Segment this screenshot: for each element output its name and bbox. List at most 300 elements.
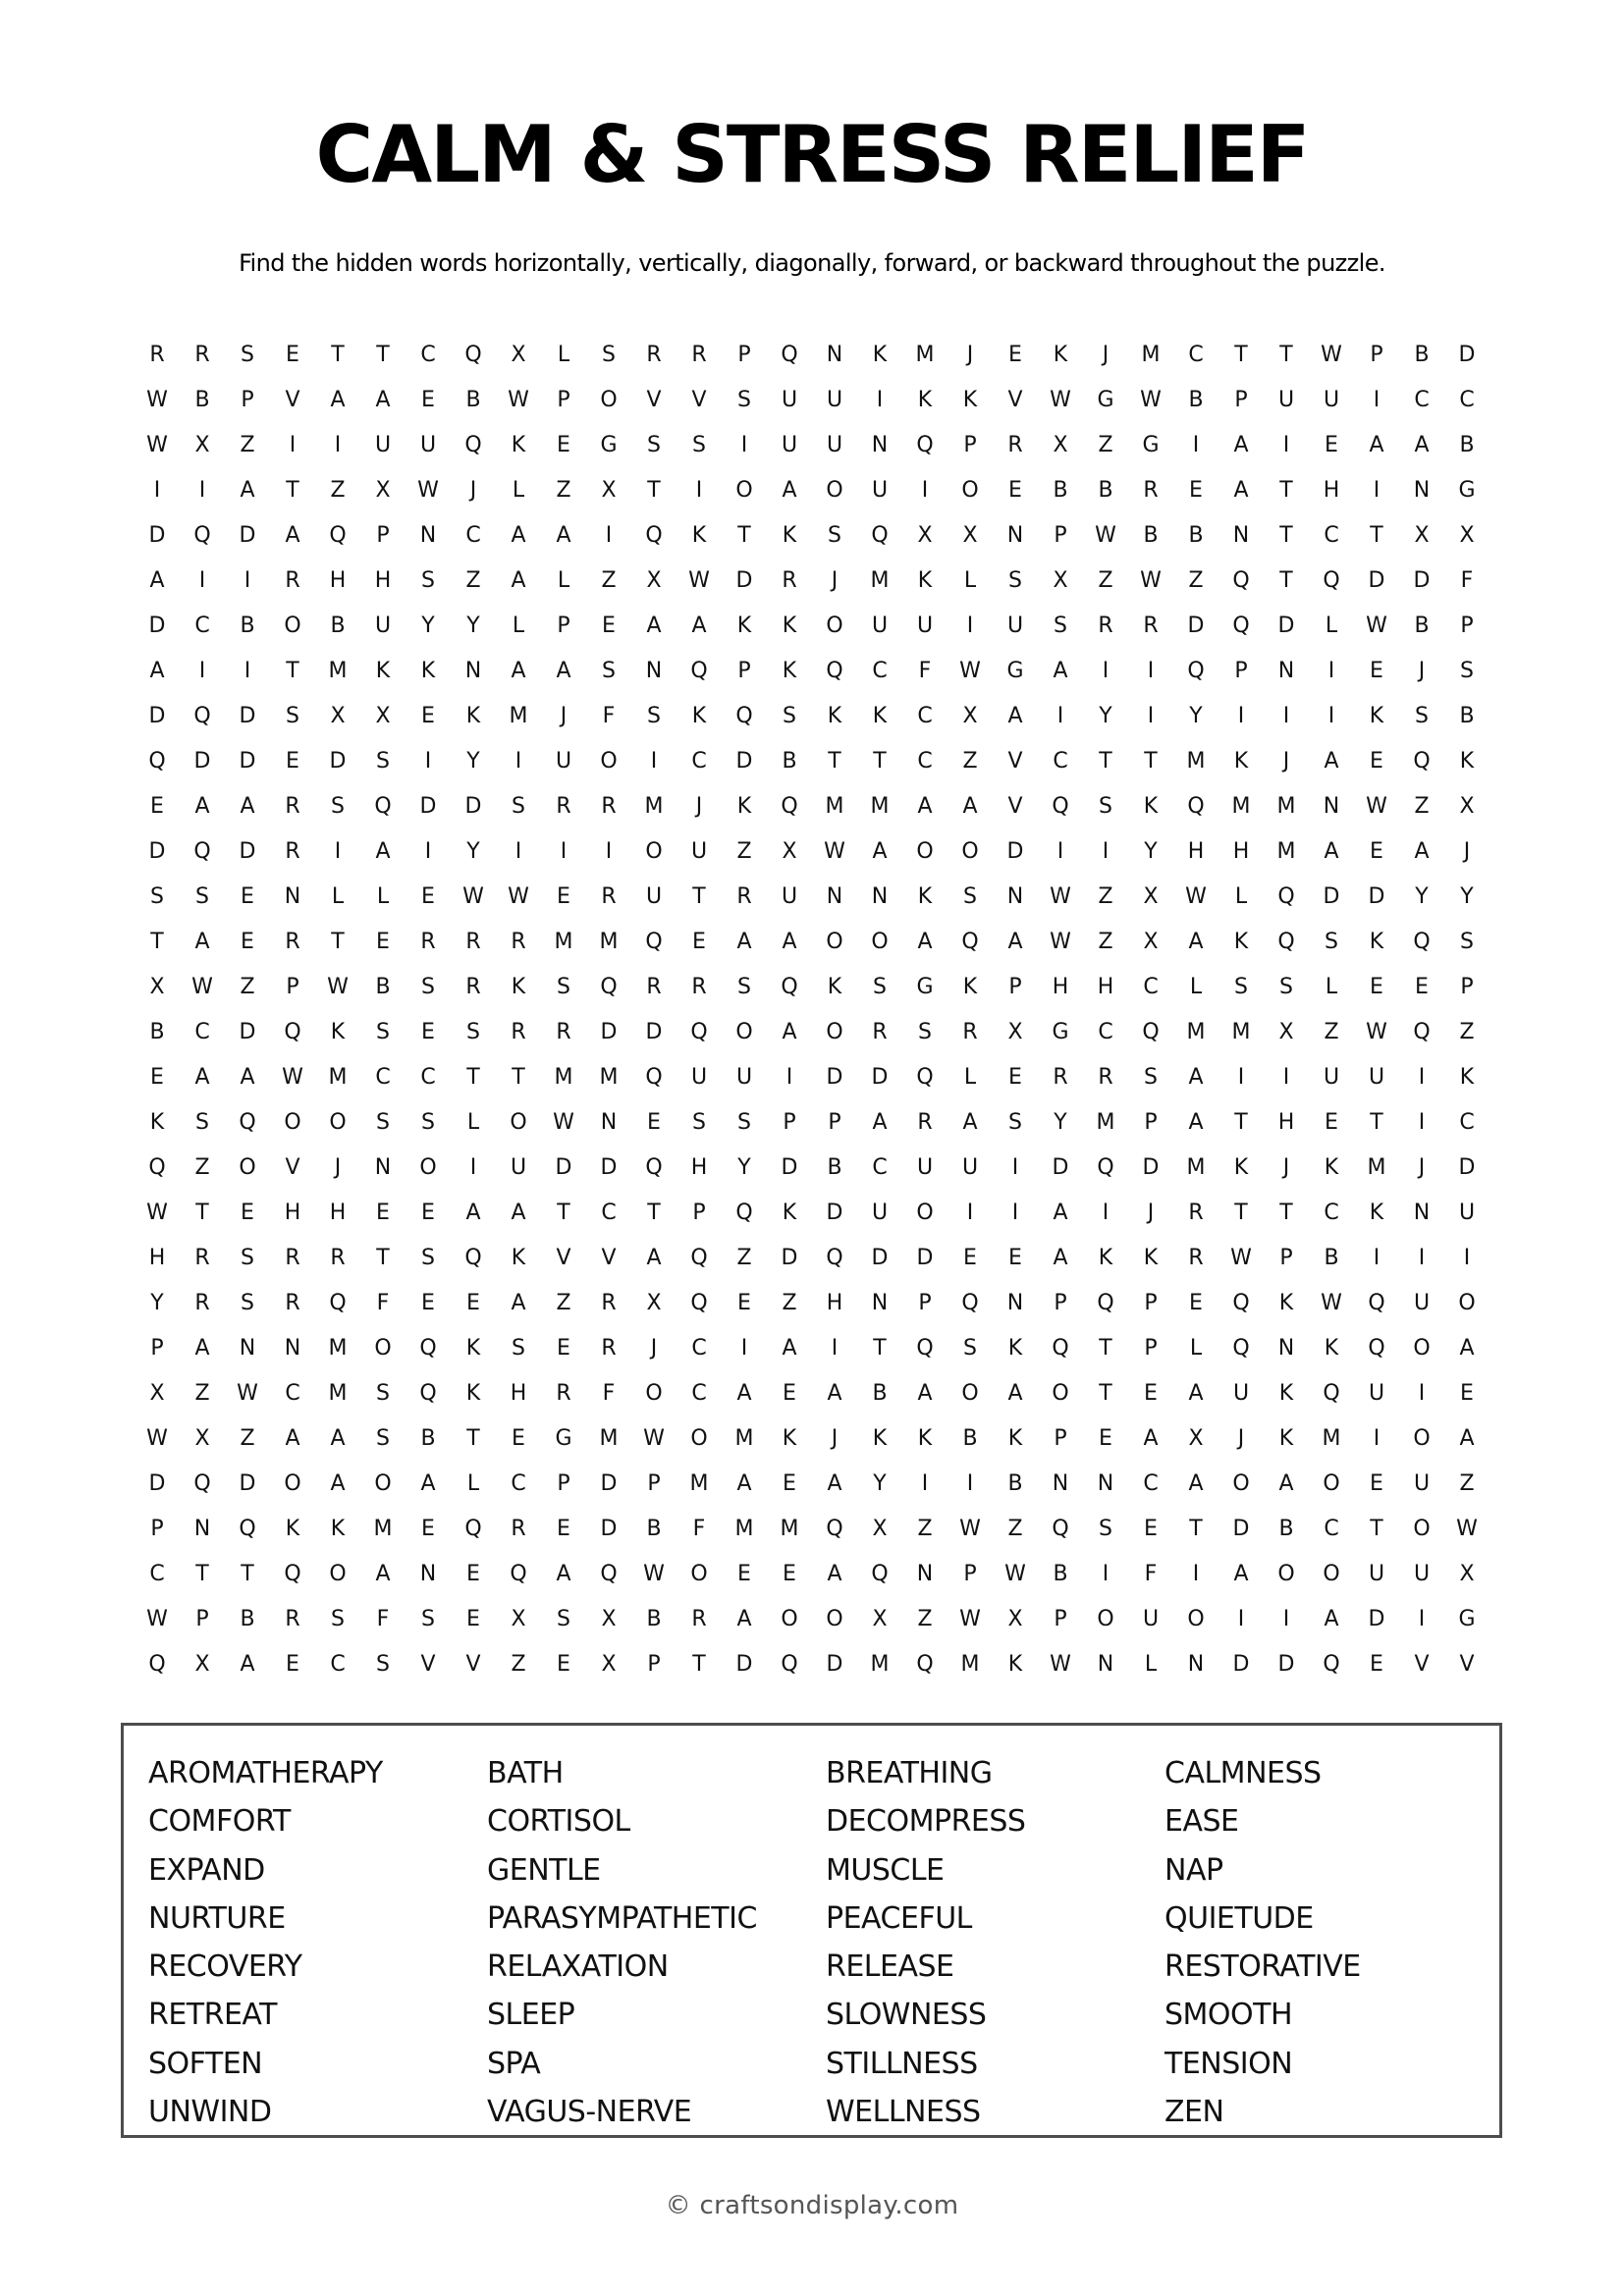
grid-letter[interactable]: M [328, 658, 348, 683]
grid-letter[interactable]: O [510, 1109, 527, 1135]
grid-letter[interactable]: E [286, 748, 299, 774]
grid-letter[interactable]: T [692, 883, 706, 909]
grid-letter[interactable]: H [374, 567, 392, 593]
grid-letter[interactable]: P [1370, 342, 1383, 367]
grid-letter[interactable]: K [1007, 1425, 1023, 1451]
grid-letter[interactable]: A [285, 522, 300, 548]
grid-letter[interactable]: E [557, 1335, 570, 1361]
grid-letter[interactable]: R [1098, 1064, 1113, 1090]
grid-letter[interactable]: E [286, 1651, 299, 1677]
grid-letter[interactable]: C [149, 1561, 165, 1586]
grid-letter[interactable]: M [734, 1425, 754, 1451]
grid-letter[interactable]: M [1186, 748, 1206, 774]
grid-letter[interactable]: D [1142, 1154, 1160, 1180]
grid-letter[interactable]: L [963, 1064, 977, 1090]
grid-letter[interactable]: J [1418, 658, 1426, 683]
grid-letter[interactable]: Q [1232, 567, 1250, 593]
grid-letter[interactable]: Y [1189, 703, 1203, 728]
grid-letter[interactable]: I [605, 838, 613, 864]
grid-letter[interactable]: O [916, 1200, 934, 1225]
grid-letter[interactable]: D [1368, 567, 1385, 593]
grid-letter[interactable]: W [146, 387, 168, 412]
grid-letter[interactable]: Q [690, 1019, 708, 1044]
grid-letter[interactable]: Q [871, 1561, 889, 1586]
grid-letter[interactable]: O [1458, 1290, 1476, 1315]
grid-letter[interactable]: Q [735, 1200, 753, 1225]
grid-letter[interactable]: M [689, 1470, 709, 1496]
grid-letter[interactable]: Q [374, 793, 392, 819]
grid-letter[interactable]: E [421, 1516, 435, 1541]
grid-letter[interactable]: I [1327, 658, 1335, 683]
grid-letter[interactable]: M [1276, 793, 1296, 819]
grid-letter[interactable]: L [557, 342, 570, 367]
grid-letter[interactable]: H [284, 1200, 301, 1225]
grid-letter[interactable]: J [1463, 838, 1471, 864]
grid-letter[interactable]: N [374, 1154, 392, 1180]
grid-letter[interactable]: V [285, 1154, 300, 1180]
grid-letter[interactable]: O [826, 613, 843, 638]
grid-letter[interactable]: U [1323, 387, 1340, 412]
grid-letter[interactable]: Q [645, 522, 663, 548]
grid-letter[interactable]: W [1366, 613, 1387, 638]
grid-letter[interactable]: A [1278, 1470, 1294, 1496]
grid-letter[interactable]: N [1097, 1470, 1114, 1496]
grid-letter[interactable]: U [374, 613, 392, 638]
grid-letter[interactable]: K [1278, 1290, 1294, 1315]
grid-letter[interactable]: X [646, 567, 662, 593]
grid-letter[interactable]: D [600, 1470, 618, 1496]
grid-letter[interactable]: A [1053, 1200, 1068, 1225]
grid-letter[interactable]: U [1413, 1470, 1431, 1496]
grid-letter[interactable]: H [329, 1200, 347, 1225]
grid-letter[interactable]: C [330, 1651, 346, 1677]
grid-letter[interactable]: H [1052, 974, 1069, 999]
grid-letter[interactable]: Q [961, 1290, 979, 1315]
grid-letter[interactable]: K [1369, 1200, 1384, 1225]
grid-letter[interactable]: A [736, 1606, 752, 1631]
grid-letter[interactable]: X [1459, 1561, 1475, 1586]
grid-letter[interactable]: K [375, 658, 391, 683]
grid-letter[interactable]: A [646, 1245, 662, 1270]
grid-letter[interactable]: O [1413, 1335, 1431, 1361]
grid-letter[interactable]: I [1147, 703, 1155, 728]
grid-letter[interactable]: B [872, 1380, 888, 1406]
grid-letter[interactable]: S [1008, 1109, 1022, 1135]
grid-letter[interactable]: M [599, 929, 619, 954]
grid-letter[interactable]: J [831, 567, 839, 593]
grid-letter[interactable]: C [194, 613, 210, 638]
grid-letter[interactable]: Q [826, 1516, 843, 1541]
grid-letter[interactable]: K [782, 1425, 797, 1451]
grid-letter[interactable]: K [149, 1109, 165, 1135]
grid-letter[interactable]: D [1187, 613, 1205, 638]
grid-letter[interactable]: Q [464, 1245, 482, 1270]
grid-letter[interactable]: V [1414, 1651, 1430, 1677]
grid-letter[interactable]: B [375, 974, 391, 999]
grid-letter[interactable]: E [466, 1561, 480, 1586]
grid-letter[interactable]: S [737, 387, 751, 412]
grid-letter[interactable]: Z [1414, 793, 1430, 819]
grid-letter[interactable]: Z [1098, 432, 1113, 457]
grid-letter[interactable]: A [285, 1425, 300, 1451]
grid-letter[interactable]: S [1279, 974, 1293, 999]
grid-letter[interactable]: A [1143, 1425, 1159, 1451]
grid-letter[interactable]: X [1414, 522, 1430, 548]
grid-letter[interactable]: E [1099, 1425, 1112, 1451]
grid-letter[interactable]: U [645, 883, 663, 909]
grid-letter[interactable]: W [1366, 793, 1387, 819]
grid-letter[interactable]: N [645, 658, 663, 683]
grid-letter[interactable]: A [1369, 432, 1384, 457]
grid-letter[interactable]: Z [1188, 567, 1204, 593]
grid-letter[interactable]: I [1418, 1380, 1426, 1406]
grid-letter[interactable]: I [1418, 1064, 1426, 1090]
grid-letter[interactable]: Z [194, 1154, 210, 1180]
grid-letter[interactable]: T [873, 1335, 887, 1361]
grid-letter[interactable]: Q [645, 929, 663, 954]
grid-letter[interactable]: F [602, 703, 616, 728]
grid-letter[interactable]: V [1007, 748, 1023, 774]
grid-letter[interactable]: Z [194, 1380, 210, 1406]
grid-letter[interactable]: J [966, 342, 974, 367]
grid-letter[interactable]: K [511, 974, 526, 999]
grid-letter[interactable]: E [557, 432, 570, 457]
grid-letter[interactable]: B [646, 1606, 662, 1631]
grid-letter[interactable]: A [1188, 1064, 1204, 1090]
grid-letter[interactable]: F [602, 1380, 616, 1406]
grid-letter[interactable]: T [1234, 342, 1248, 367]
grid-letter[interactable]: O [1413, 1516, 1431, 1541]
grid-letter[interactable]: D [871, 1245, 889, 1270]
grid-letter[interactable]: D [916, 1245, 934, 1270]
grid-letter[interactable]: T [828, 748, 841, 774]
grid-letter[interactable]: R [465, 974, 481, 999]
grid-letter[interactable]: M [373, 1516, 393, 1541]
grid-letter[interactable]: H [826, 1290, 843, 1315]
grid-letter[interactable]: Q [1413, 1019, 1431, 1044]
grid-letter[interactable]: X [375, 477, 391, 503]
grid-letter[interactable]: Q [1187, 658, 1205, 683]
grid-letter[interactable]: Q [1323, 1380, 1340, 1406]
grid-letter[interactable]: J [650, 1335, 658, 1361]
grid-letter[interactable]: K [827, 703, 842, 728]
grid-letter[interactable]: R [556, 793, 571, 819]
grid-letter[interactable]: S [918, 1019, 932, 1044]
grid-letter[interactable]: C [511, 1470, 526, 1496]
grid-letter[interactable]: Q [1368, 1290, 1385, 1315]
grid-letter[interactable]: Z [736, 1245, 752, 1270]
grid-letter[interactable]: Q [1097, 1154, 1114, 1180]
grid-letter[interactable]: D [148, 1470, 166, 1496]
grid-letter[interactable]: I [514, 748, 522, 774]
grid-letter[interactable]: T [737, 522, 751, 548]
grid-letter[interactable]: V [646, 387, 662, 412]
grid-letter[interactable]: O [1232, 1470, 1250, 1496]
grid-letter[interactable]: N [1413, 477, 1431, 503]
grid-letter[interactable]: U [1368, 1064, 1385, 1090]
grid-letter[interactable]: I [424, 748, 432, 774]
grid-letter[interactable]: E [737, 1290, 751, 1315]
grid-letter[interactable]: R [1143, 477, 1159, 503]
grid-letter[interactable]: Q [916, 1064, 934, 1090]
grid-letter[interactable]: Z [601, 567, 617, 593]
grid-letter[interactable]: L [1325, 613, 1338, 638]
grid-letter[interactable]: S [421, 567, 435, 593]
grid-letter[interactable]: X [782, 838, 797, 864]
grid-letter[interactable]: E [421, 1290, 435, 1315]
grid-letter[interactable]: C [194, 1019, 210, 1044]
grid-letter[interactable]: T [1234, 1109, 1248, 1135]
grid-letter[interactable]: M [554, 1064, 573, 1090]
grid-letter[interactable]: T [286, 477, 299, 503]
grid-letter[interactable]: F [692, 1516, 706, 1541]
grid-letter[interactable]: K [782, 1200, 797, 1225]
grid-letter[interactable]: D [735, 748, 753, 774]
grid-letter[interactable]: I [1282, 703, 1290, 728]
grid-letter[interactable]: B [1414, 342, 1430, 367]
grid-letter[interactable]: T [1279, 567, 1293, 593]
grid-letter[interactable]: A [1188, 929, 1204, 954]
grid-letter[interactable]: P [828, 1109, 841, 1135]
grid-letter[interactable]: E [557, 1651, 570, 1677]
grid-letter[interactable]: Q [464, 342, 482, 367]
grid-letter[interactable]: K [736, 793, 752, 819]
grid-letter[interactable]: R [1007, 432, 1023, 457]
grid-letter[interactable]: J [334, 1154, 342, 1180]
grid-letter[interactable]: N [1006, 1290, 1024, 1315]
grid-letter[interactable]: E [376, 1200, 390, 1225]
grid-letter[interactable]: Z [736, 838, 752, 864]
grid-letter[interactable]: S [241, 1245, 254, 1270]
grid-letter[interactable]: Q [871, 522, 889, 548]
grid-letter[interactable]: B [962, 1425, 978, 1451]
grid-letter[interactable]: D [148, 838, 166, 864]
grid-letter[interactable]: Z [465, 567, 481, 593]
grid-letter[interactable]: T [376, 1245, 390, 1270]
grid-letter[interactable]: I [695, 477, 703, 503]
grid-letter[interactable]: Z [1459, 1019, 1475, 1044]
grid-letter[interactable]: S [376, 1019, 390, 1044]
grid-letter[interactable]: K [1324, 1154, 1339, 1180]
grid-letter[interactable]: S [466, 1019, 480, 1044]
grid-letter[interactable]: D [1006, 838, 1024, 864]
grid-letter[interactable]: A [375, 387, 391, 412]
grid-letter[interactable]: A [375, 1561, 391, 1586]
grid-letter[interactable]: R [872, 1019, 888, 1044]
grid-letter[interactable]: B [646, 1516, 662, 1541]
grid-letter[interactable]: A [420, 1470, 436, 1496]
grid-letter[interactable]: N [1277, 1335, 1295, 1361]
grid-letter[interactable]: R [1188, 1200, 1204, 1225]
grid-letter[interactable]: E [647, 1109, 661, 1135]
grid-letter[interactable]: M [870, 1651, 890, 1677]
grid-letter[interactable]: S [602, 342, 616, 367]
grid-letter[interactable]: P [557, 387, 570, 412]
grid-letter[interactable]: V [1007, 793, 1023, 819]
grid-letter[interactable]: A [1414, 838, 1430, 864]
grid-letter[interactable]: D [1368, 1606, 1385, 1631]
grid-letter[interactable]: T [512, 1064, 525, 1090]
grid-letter[interactable]: G [600, 432, 618, 457]
grid-letter[interactable]: D [239, 1019, 256, 1044]
grid-letter[interactable]: A [240, 1651, 255, 1677]
grid-letter[interactable]: Q [1187, 793, 1205, 819]
grid-letter[interactable]: R [285, 1245, 300, 1270]
grid-letter[interactable]: D [645, 1019, 663, 1044]
grid-letter[interactable]: E [1370, 748, 1383, 774]
grid-letter[interactable]: W [1321, 1290, 1342, 1315]
grid-letter[interactable]: A [782, 929, 797, 954]
grid-letter[interactable]: C [1324, 1516, 1339, 1541]
grid-letter[interactable]: S [692, 432, 706, 457]
grid-letter[interactable]: U [871, 477, 889, 503]
grid-letter[interactable]: I [198, 567, 206, 593]
grid-letter[interactable]: Q [916, 1651, 934, 1677]
grid-letter[interactable]: S [647, 703, 661, 728]
grid-letter[interactable]: Q [690, 658, 708, 683]
grid-letter[interactable]: U [510, 1154, 527, 1180]
grid-letter[interactable]: Q [193, 703, 211, 728]
grid-letter[interactable]: S [692, 1109, 706, 1135]
grid-letter[interactable]: X [601, 1606, 617, 1631]
grid-letter[interactable]: D [1368, 883, 1385, 909]
grid-letter[interactable]: H [1097, 974, 1114, 999]
grid-letter[interactable]: W [959, 1606, 981, 1631]
grid-letter[interactable]: B [240, 1606, 255, 1631]
grid-letter[interactable]: D [1277, 613, 1295, 638]
grid-letter[interactable]: W [1050, 387, 1071, 412]
grid-letter[interactable]: E [783, 1561, 796, 1586]
grid-letter[interactable]: T [1370, 1109, 1383, 1135]
grid-letter[interactable]: W [959, 658, 981, 683]
grid-letter[interactable]: X [1459, 793, 1475, 819]
grid-letter[interactable]: E [376, 929, 390, 954]
grid-letter[interactable]: Z [240, 1425, 255, 1451]
grid-letter[interactable]: M [734, 1516, 754, 1541]
grid-letter[interactable]: B [420, 1425, 436, 1451]
grid-letter[interactable]: X [149, 1380, 165, 1406]
grid-letter[interactable]: S [376, 1425, 390, 1451]
grid-letter[interactable]: Q [1232, 1335, 1250, 1361]
grid-letter[interactable]: T [1279, 342, 1293, 367]
grid-letter[interactable]: L [466, 1109, 480, 1135]
grid-letter[interactable]: K [691, 522, 707, 548]
grid-letter[interactable]: A [736, 1380, 752, 1406]
grid-letter[interactable]: K [782, 658, 797, 683]
grid-letter[interactable]: L [1189, 1335, 1203, 1361]
grid-letter[interactable]: C [691, 1380, 707, 1406]
grid-letter[interactable]: N [1052, 1470, 1069, 1496]
grid-letter[interactable]: J [831, 1425, 839, 1451]
grid-letter[interactable]: A [1053, 658, 1068, 683]
grid-letter[interactable]: G [1142, 432, 1160, 457]
grid-letter[interactable]: J [560, 703, 568, 728]
grid-letter[interactable]: O [826, 1606, 843, 1631]
grid-letter[interactable]: M [599, 1425, 619, 1451]
grid-letter[interactable]: K [1369, 929, 1384, 954]
grid-letter[interactable]: E [557, 883, 570, 909]
grid-letter[interactable]: I [1282, 432, 1290, 457]
grid-letter[interactable]: S [421, 974, 435, 999]
grid-letter[interactable]: R [511, 1516, 526, 1541]
grid-letter[interactable]: X [962, 522, 978, 548]
grid-letter[interactable]: X [1278, 1019, 1294, 1044]
grid-letter[interactable]: X [917, 522, 933, 548]
grid-letter[interactable]: R [194, 1245, 210, 1270]
grid-letter[interactable]: O [826, 477, 843, 503]
grid-letter[interactable]: W [508, 387, 529, 412]
grid-letter[interactable]: K [1098, 1245, 1113, 1270]
grid-letter[interactable]: M [644, 793, 664, 819]
grid-letter[interactable]: Q [284, 1561, 301, 1586]
grid-letter[interactable]: K [1053, 342, 1068, 367]
grid-letter[interactable]: Q [961, 929, 979, 954]
grid-letter[interactable]: W [146, 432, 168, 457]
grid-letter[interactable]: X [872, 1516, 888, 1541]
grid-letter[interactable]: A [511, 1290, 526, 1315]
grid-letter[interactable]: T [1370, 522, 1383, 548]
grid-letter[interactable]: A [827, 1561, 842, 1586]
grid-letter[interactable]: W [1050, 1651, 1071, 1677]
grid-letter[interactable]: S [195, 1109, 209, 1135]
grid-letter[interactable]: W [1321, 342, 1342, 367]
grid-letter[interactable]: K [465, 703, 481, 728]
grid-letter[interactable]: S [1460, 658, 1474, 683]
grid-letter[interactable]: X [511, 342, 526, 367]
grid-letter[interactable]: S [873, 974, 887, 999]
grid-letter[interactable]: D [1277, 1651, 1295, 1677]
grid-letter[interactable]: L [1234, 883, 1248, 909]
grid-letter[interactable]: E [1415, 974, 1429, 999]
grid-letter[interactable]: D [600, 1154, 618, 1180]
grid-letter[interactable]: D [239, 1470, 256, 1496]
grid-letter[interactable]: U [916, 1154, 934, 1180]
grid-letter[interactable]: E [466, 1606, 480, 1631]
grid-letter[interactable]: S [241, 1290, 254, 1315]
grid-letter[interactable]: U [555, 748, 572, 774]
grid-letter[interactable]: V [420, 1651, 436, 1677]
grid-letter[interactable]: H [1323, 477, 1340, 503]
grid-letter[interactable]: A [465, 1200, 481, 1225]
grid-letter[interactable]: K [1369, 703, 1384, 728]
grid-letter[interactable]: K [917, 567, 933, 593]
grid-letter[interactable]: K [330, 1019, 346, 1044]
grid-letter[interactable]: D [419, 793, 437, 819]
grid-letter[interactable]: A [240, 793, 255, 819]
grid-letter[interactable]: A [194, 793, 210, 819]
grid-letter[interactable]: S [1415, 703, 1429, 728]
grid-letter[interactable]: A [962, 793, 978, 819]
grid-letter[interactable]: P [376, 522, 390, 548]
grid-letter[interactable]: A [1007, 703, 1023, 728]
grid-letter[interactable]: M [1186, 1154, 1206, 1180]
grid-letter[interactable]: Q [781, 342, 798, 367]
grid-letter[interactable]: U [690, 1064, 708, 1090]
grid-letter[interactable]: X [194, 1425, 210, 1451]
grid-letter[interactable]: X [194, 1651, 210, 1677]
grid-letter[interactable]: E [783, 1380, 796, 1406]
grid-letter[interactable]: C [1324, 1200, 1339, 1225]
grid-letter[interactable]: S [376, 1109, 390, 1135]
grid-letter[interactable]: I [334, 432, 342, 457]
grid-letter[interactable]: R [420, 929, 436, 954]
grid-letter[interactable]: Q [1232, 613, 1250, 638]
grid-letter[interactable]: K [511, 1245, 526, 1270]
grid-letter[interactable]: T [1279, 477, 1293, 503]
grid-letter[interactable]: E [1189, 477, 1203, 503]
grid-letter[interactable]: O [781, 1606, 798, 1631]
grid-letter[interactable]: N [239, 1335, 256, 1361]
